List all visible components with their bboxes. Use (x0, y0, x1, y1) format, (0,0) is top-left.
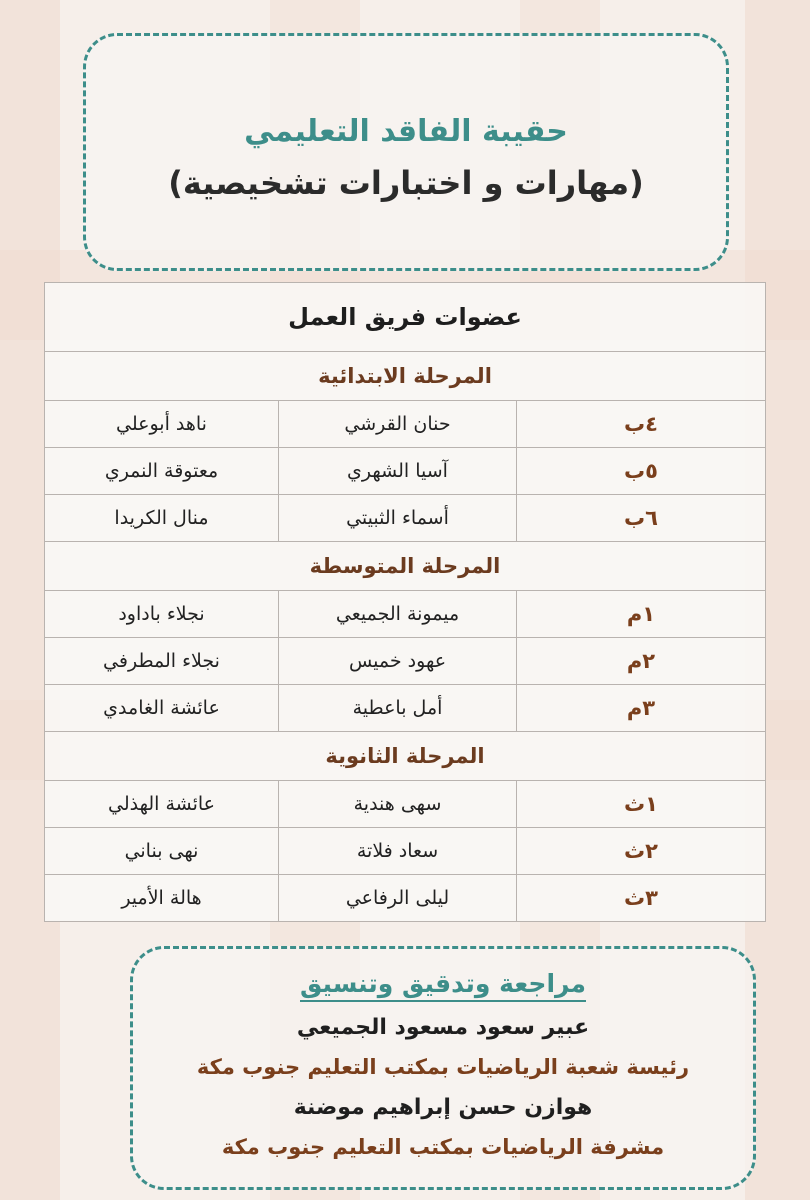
member-name: حنان القرشي (279, 401, 517, 448)
table-row (45, 685, 766, 732)
table-row (45, 591, 766, 638)
stage-title: المرحلة المتوسطة (45, 542, 766, 591)
grade-code: ٢ث (517, 828, 766, 875)
stage-title: المرحلة الثانوية (45, 732, 766, 781)
reviewer-name: عبير سعود مسعود الجميعي (296, 1015, 590, 1040)
grade-code: ٣ث (517, 875, 766, 922)
grade-code: ١ث (517, 781, 766, 828)
member-name: نجلاء المطرفي (45, 638, 279, 685)
review-title-text: مراجعة وتدقيق وتنسيق (300, 969, 586, 1002)
stage-row (45, 732, 766, 781)
member-name: معتوقة النمري (45, 448, 279, 495)
reviewer-role: مشرفة الرياضيات بمكتب التعليم جنوب مكة (221, 1135, 665, 1159)
member-name: ليلى الرفاعي (279, 875, 517, 922)
reviewer-role: رئيسة شعبة الرياضيات بمكتب التعليم جنوب مكة (196, 1055, 690, 1079)
stage-row (45, 352, 766, 401)
grade-code: ٣م (517, 685, 766, 732)
team-table (44, 282, 766, 922)
grade-code: ٤ب (517, 401, 766, 448)
member-name: أمل باعطية (279, 685, 517, 732)
table-row (45, 875, 766, 922)
reviewer-name: هوازن حسن إبراهيم موضنة (293, 1095, 593, 1120)
table-row (45, 781, 766, 828)
member-name: ناهد أبوعلي (45, 401, 279, 448)
member-name: عائشة الغامدي (45, 685, 279, 732)
grade-code: ٢م (517, 638, 766, 685)
review-title (133, 969, 753, 998)
grade-code: ١م (517, 591, 766, 638)
grade-code: ٥ب (517, 448, 766, 495)
member-name: سعاد فلاتة (279, 828, 517, 875)
grade-code: ٦ب (517, 495, 766, 542)
member-name: نجلاء باداود (45, 591, 279, 638)
member-name: عهود خميس (279, 638, 517, 685)
member-name: عائشة الهذلي (45, 781, 279, 828)
title-panel (83, 33, 729, 271)
member-name: منال الكريدا (45, 495, 279, 542)
member-name: ميمونة الجميعي (279, 591, 517, 638)
member-name: نهى بناني (45, 828, 279, 875)
member-name: سهى هندية (279, 781, 517, 828)
table-row (45, 638, 766, 685)
stage-title: المرحلة الابتدائية (45, 352, 766, 401)
team-title: عضوات فريق العمل (45, 283, 766, 352)
table-row (45, 495, 766, 542)
page-title: حقيبة الفاقد التعليمي (244, 114, 568, 149)
table-row (45, 448, 766, 495)
table-row (45, 828, 766, 875)
page-subtitle: (مهارات و اختبارات تشخيصية) (168, 164, 644, 202)
review-panel (130, 946, 756, 1190)
table-row (45, 401, 766, 448)
member-name: أسماء الثبيتي (279, 495, 517, 542)
team-header-row (45, 283, 766, 352)
member-name: آسيا الشهري (279, 448, 517, 495)
stage-row (45, 542, 766, 591)
member-name: هالة الأمير (45, 875, 279, 922)
